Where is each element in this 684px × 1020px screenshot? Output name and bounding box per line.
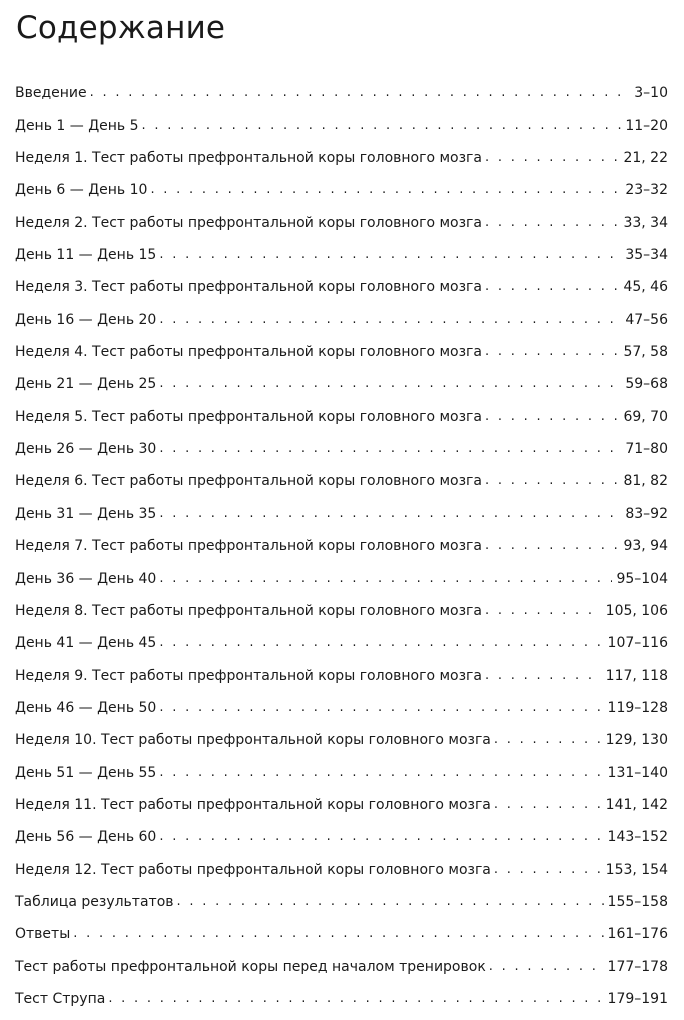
toc-entry-label: День 56 — День 60 xyxy=(15,829,157,846)
toc-entry-label: Неделя 7. Тест работы префронтальной коры головного мозга xyxy=(15,538,482,555)
toc-dot-leader xyxy=(159,764,603,782)
page-title: Содержание xyxy=(16,10,226,46)
toc-entry-label: Таблица результатов xyxy=(15,893,174,910)
toc-entry-label: Неделя 8. Тест работы префронтальной коры головного мозга xyxy=(15,602,482,619)
toc-entry-label: День 6 — День 10 xyxy=(15,182,148,199)
toc-entry-pages: 129, 130 xyxy=(605,732,668,749)
toc-dot-leader xyxy=(159,699,603,717)
toc-entry-label: День 46 — День 50 xyxy=(15,699,157,716)
toc-entry-pages: 141, 142 xyxy=(605,796,668,813)
toc-entry xyxy=(15,652,668,684)
toc-entry-label: Неделя 12. Тест работы префронтальной коры головного мозга xyxy=(15,861,491,878)
toc-entry-label: День 51 — День 55 xyxy=(15,764,157,781)
toc-dot-leader xyxy=(485,408,619,426)
toc-dot-leader xyxy=(485,343,619,361)
toc-entry-pages: 153, 154 xyxy=(605,861,668,878)
toc-dot-leader xyxy=(73,925,603,943)
toc-dot-leader xyxy=(485,472,619,490)
toc-dot-leader xyxy=(494,861,602,879)
toc-dot-leader xyxy=(108,990,603,1008)
toc-entry-pages: 33, 34 xyxy=(623,214,668,231)
toc-entry-label: Неделя 5. Тест работы префронтальной коры головного мозга xyxy=(15,408,482,425)
toc-entry xyxy=(15,685,668,717)
toc-entry-label: День 16 — День 20 xyxy=(15,311,157,328)
toc-entry-pages: 57, 58 xyxy=(623,344,668,361)
toc-dot-leader xyxy=(159,311,621,329)
toc-entry-pages: 105, 106 xyxy=(605,602,668,619)
toc-entry xyxy=(15,232,668,264)
toc-entry xyxy=(15,70,668,102)
toc-entry xyxy=(15,135,668,167)
toc-dot-leader xyxy=(494,796,602,814)
toc-dot-leader xyxy=(489,958,604,976)
toc-entry xyxy=(15,555,668,587)
toc-entry xyxy=(15,620,668,652)
toc-entry xyxy=(15,911,668,943)
toc-entry xyxy=(15,490,668,522)
toc-dot-leader xyxy=(177,893,604,911)
toc-dot-leader xyxy=(90,84,631,102)
toc-entry xyxy=(15,943,668,975)
toc-entry-pages: 69, 70 xyxy=(623,408,668,425)
toc-entry xyxy=(15,329,668,361)
toc-entry-pages: 47–56 xyxy=(625,311,668,328)
toc-dot-leader xyxy=(485,214,619,232)
toc-entry-pages: 45, 46 xyxy=(623,279,668,296)
toc-entry-pages: 81, 82 xyxy=(623,473,668,490)
toc-entry-pages: 23–32 xyxy=(625,182,668,199)
toc-entry xyxy=(15,426,668,458)
toc-entry-label: Неделя 10. Тест работы префронтальной коры головного мозга xyxy=(15,732,491,749)
toc-entry-label: День 41 — День 45 xyxy=(15,635,157,652)
toc-entry xyxy=(15,361,668,393)
toc-entry-pages: 3–10 xyxy=(634,85,668,102)
toc-entry xyxy=(15,588,668,620)
toc-entry-pages: 35–34 xyxy=(625,247,668,264)
toc-dot-leader xyxy=(159,828,603,846)
toc-dot-leader xyxy=(485,602,602,620)
toc-dot-leader xyxy=(159,634,603,652)
toc-entry-pages: 161–176 xyxy=(607,926,668,943)
toc-dot-leader xyxy=(485,278,619,296)
toc-entry xyxy=(15,296,668,328)
toc-entry xyxy=(15,717,668,749)
toc-entry-pages: 95–104 xyxy=(616,570,668,587)
toc-entry-pages: 71–80 xyxy=(625,441,668,458)
toc-entry-label: Неделя 4. Тест работы префронтальной коры головного мозга xyxy=(15,344,482,361)
toc-entry-label: Неделя 6. Тест работы префронтальной коры головного мозга xyxy=(15,473,482,490)
toc-entry-label: Неделя 9. Тест работы префронтальной коры головного мозга xyxy=(15,667,482,684)
toc-entry-pages: 177–178 xyxy=(607,958,668,975)
toc-entry-label: Тест работы префронтальной коры перед началом тренировок xyxy=(15,958,486,975)
toc-dot-leader xyxy=(159,440,621,458)
toc-dot-leader xyxy=(142,117,622,135)
toc-entry-label: Неделя 2. Тест работы префронтальной коры головного мозга xyxy=(15,214,482,231)
toc-entry-pages: 21, 22 xyxy=(623,150,668,167)
toc-entry-label: Введение xyxy=(15,85,87,102)
toc-entry xyxy=(15,167,668,199)
toc-dot-leader xyxy=(485,667,602,685)
toc-entry xyxy=(15,879,668,911)
toc-entry xyxy=(15,199,668,231)
toc-entry-label: День 26 — День 30 xyxy=(15,441,157,458)
toc-entry-label: Ответы xyxy=(15,926,71,943)
toc-dot-leader xyxy=(159,246,621,264)
toc-entry xyxy=(15,782,668,814)
toc-dot-leader xyxy=(150,181,621,199)
toc-dot-leader xyxy=(159,505,621,523)
toc-entry xyxy=(15,102,668,134)
toc-dot-leader xyxy=(494,731,602,749)
toc-entry-label: День 31 — День 35 xyxy=(15,505,157,522)
toc-entry xyxy=(15,393,668,425)
toc-entry-pages: 119–128 xyxy=(607,699,668,716)
toc-entry xyxy=(15,523,668,555)
toc-entry xyxy=(15,976,668,1008)
toc-entry-pages: 11–20 xyxy=(625,117,668,134)
toc-entry-label: Неделя 11. Тест работы префронтальной коры головного мозга xyxy=(15,796,491,813)
toc-entry-pages: 131–140 xyxy=(607,764,668,781)
toc-dot-leader xyxy=(159,570,612,588)
toc-entry-pages: 93, 94 xyxy=(623,538,668,555)
toc-entry xyxy=(15,749,668,781)
toc-dot-leader xyxy=(159,375,621,393)
toc-entry-label: Неделя 1. Тест работы префронтальной коры головного мозга xyxy=(15,150,482,167)
toc-entry xyxy=(15,264,668,296)
toc-entry-pages: 59–68 xyxy=(625,376,668,393)
toc-entry xyxy=(15,814,668,846)
toc-entry-pages: 143–152 xyxy=(607,829,668,846)
toc-entry-label: Неделя 3. Тест работы префронтальной коры головного мозга xyxy=(15,279,482,296)
toc-entry-pages: 155–158 xyxy=(607,893,668,910)
toc-entry-pages: 107–116 xyxy=(607,635,668,652)
toc-entry-label: Тест Струпа xyxy=(15,990,106,1007)
table-of-contents xyxy=(15,70,668,1008)
toc-entry-pages: 117, 118 xyxy=(605,667,668,684)
toc-entry-label: День 21 — День 25 xyxy=(15,376,157,393)
toc-entry-pages: 83–92 xyxy=(625,505,668,522)
toc-entry-pages: 179–191 xyxy=(607,990,668,1007)
toc-entry xyxy=(15,458,668,490)
toc-entry xyxy=(15,846,668,878)
toc-dot-leader xyxy=(485,149,619,167)
toc-entry-label: День 36 — День 40 xyxy=(15,570,157,587)
toc-entry-label: День 11 — День 15 xyxy=(15,247,157,264)
toc-dot-leader xyxy=(485,537,619,555)
toc-entry-label: День 1 — День 5 xyxy=(15,117,139,134)
